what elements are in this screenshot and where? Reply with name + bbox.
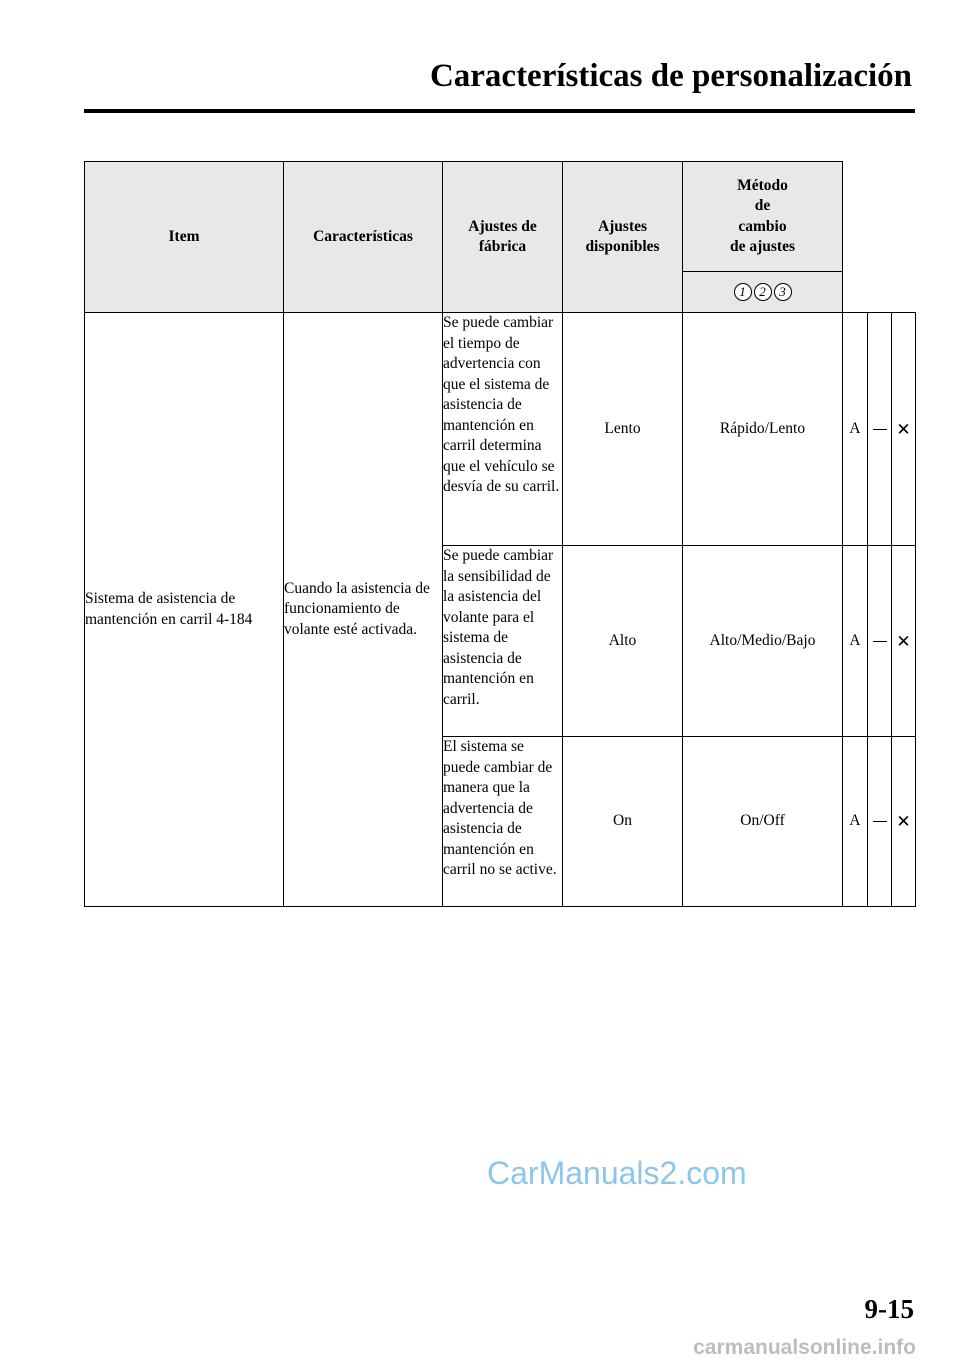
method-cell	[843, 546, 916, 737]
footer-url[interactable]: carmanualsonline.info	[693, 1336, 916, 1359]
cross-icon: ✕	[891, 737, 915, 906]
method-1-value: A	[849, 812, 861, 830]
method-cell	[843, 737, 916, 907]
method-1-value: A	[849, 419, 861, 437]
method-header-label: Método de cambio de ajustes	[729, 176, 795, 255]
factory-cell: Lento	[563, 313, 683, 546]
column-header-features: Características	[284, 162, 443, 313]
circled-number-1-icon: 1	[734, 283, 752, 301]
page-number: 9-15	[864, 1294, 914, 1324]
description-cell: Se puede cambiar el tiempo de advertencia con que el sistema de asistencia de mantención en carril determina que el vehículo se desvía de su carril.	[443, 313, 563, 546]
page-title: Características de personalización	[429, 58, 912, 94]
column-header-item: Item	[85, 162, 284, 313]
item-cell: Sistema de asistencia de mantención en carril 4-184	[85, 313, 284, 907]
column-header-available: Ajustes disponibles	[563, 162, 683, 313]
table-header-row	[85, 162, 916, 313]
factory-cell: On	[563, 737, 683, 907]
cross-icon: ✕	[891, 313, 915, 545]
title-rule	[84, 109, 915, 113]
column-header-factory: Ajustes de fábrica	[443, 162, 563, 313]
method-1-value: A	[849, 631, 861, 649]
dash-icon	[867, 313, 891, 545]
description-cell: El sistema se puede cambiar de manera que la advertencia de asistencia de mantención en carril no se active.	[443, 737, 563, 907]
settings-table	[84, 161, 916, 907]
available-cell: Rápido/Lento	[683, 313, 843, 546]
method-icons	[683, 271, 842, 312]
dash-icon	[867, 737, 891, 906]
factory-cell: Alto	[563, 546, 683, 737]
watermark: CarManuals2.com	[487, 1155, 747, 1191]
description-cell: Se puede cambiar la sensibilidad de la asistencia del volante para el sistema de asistencia de mantención en carril.	[443, 546, 563, 737]
available-cell: On/Off	[683, 737, 843, 907]
circled-number-2-icon: 2	[754, 283, 772, 301]
circled-number-3-icon: 3	[774, 283, 792, 301]
features-cell: Cuando la asistencia de funcionamiento de volante esté activada.	[284, 313, 443, 907]
cross-icon: ✕	[891, 546, 915, 736]
dash-icon	[867, 546, 891, 736]
available-cell: Alto/Medio/Bajo	[683, 546, 843, 737]
column-header-method	[683, 162, 843, 313]
method-cell	[843, 313, 916, 546]
table-row	[85, 313, 916, 546]
